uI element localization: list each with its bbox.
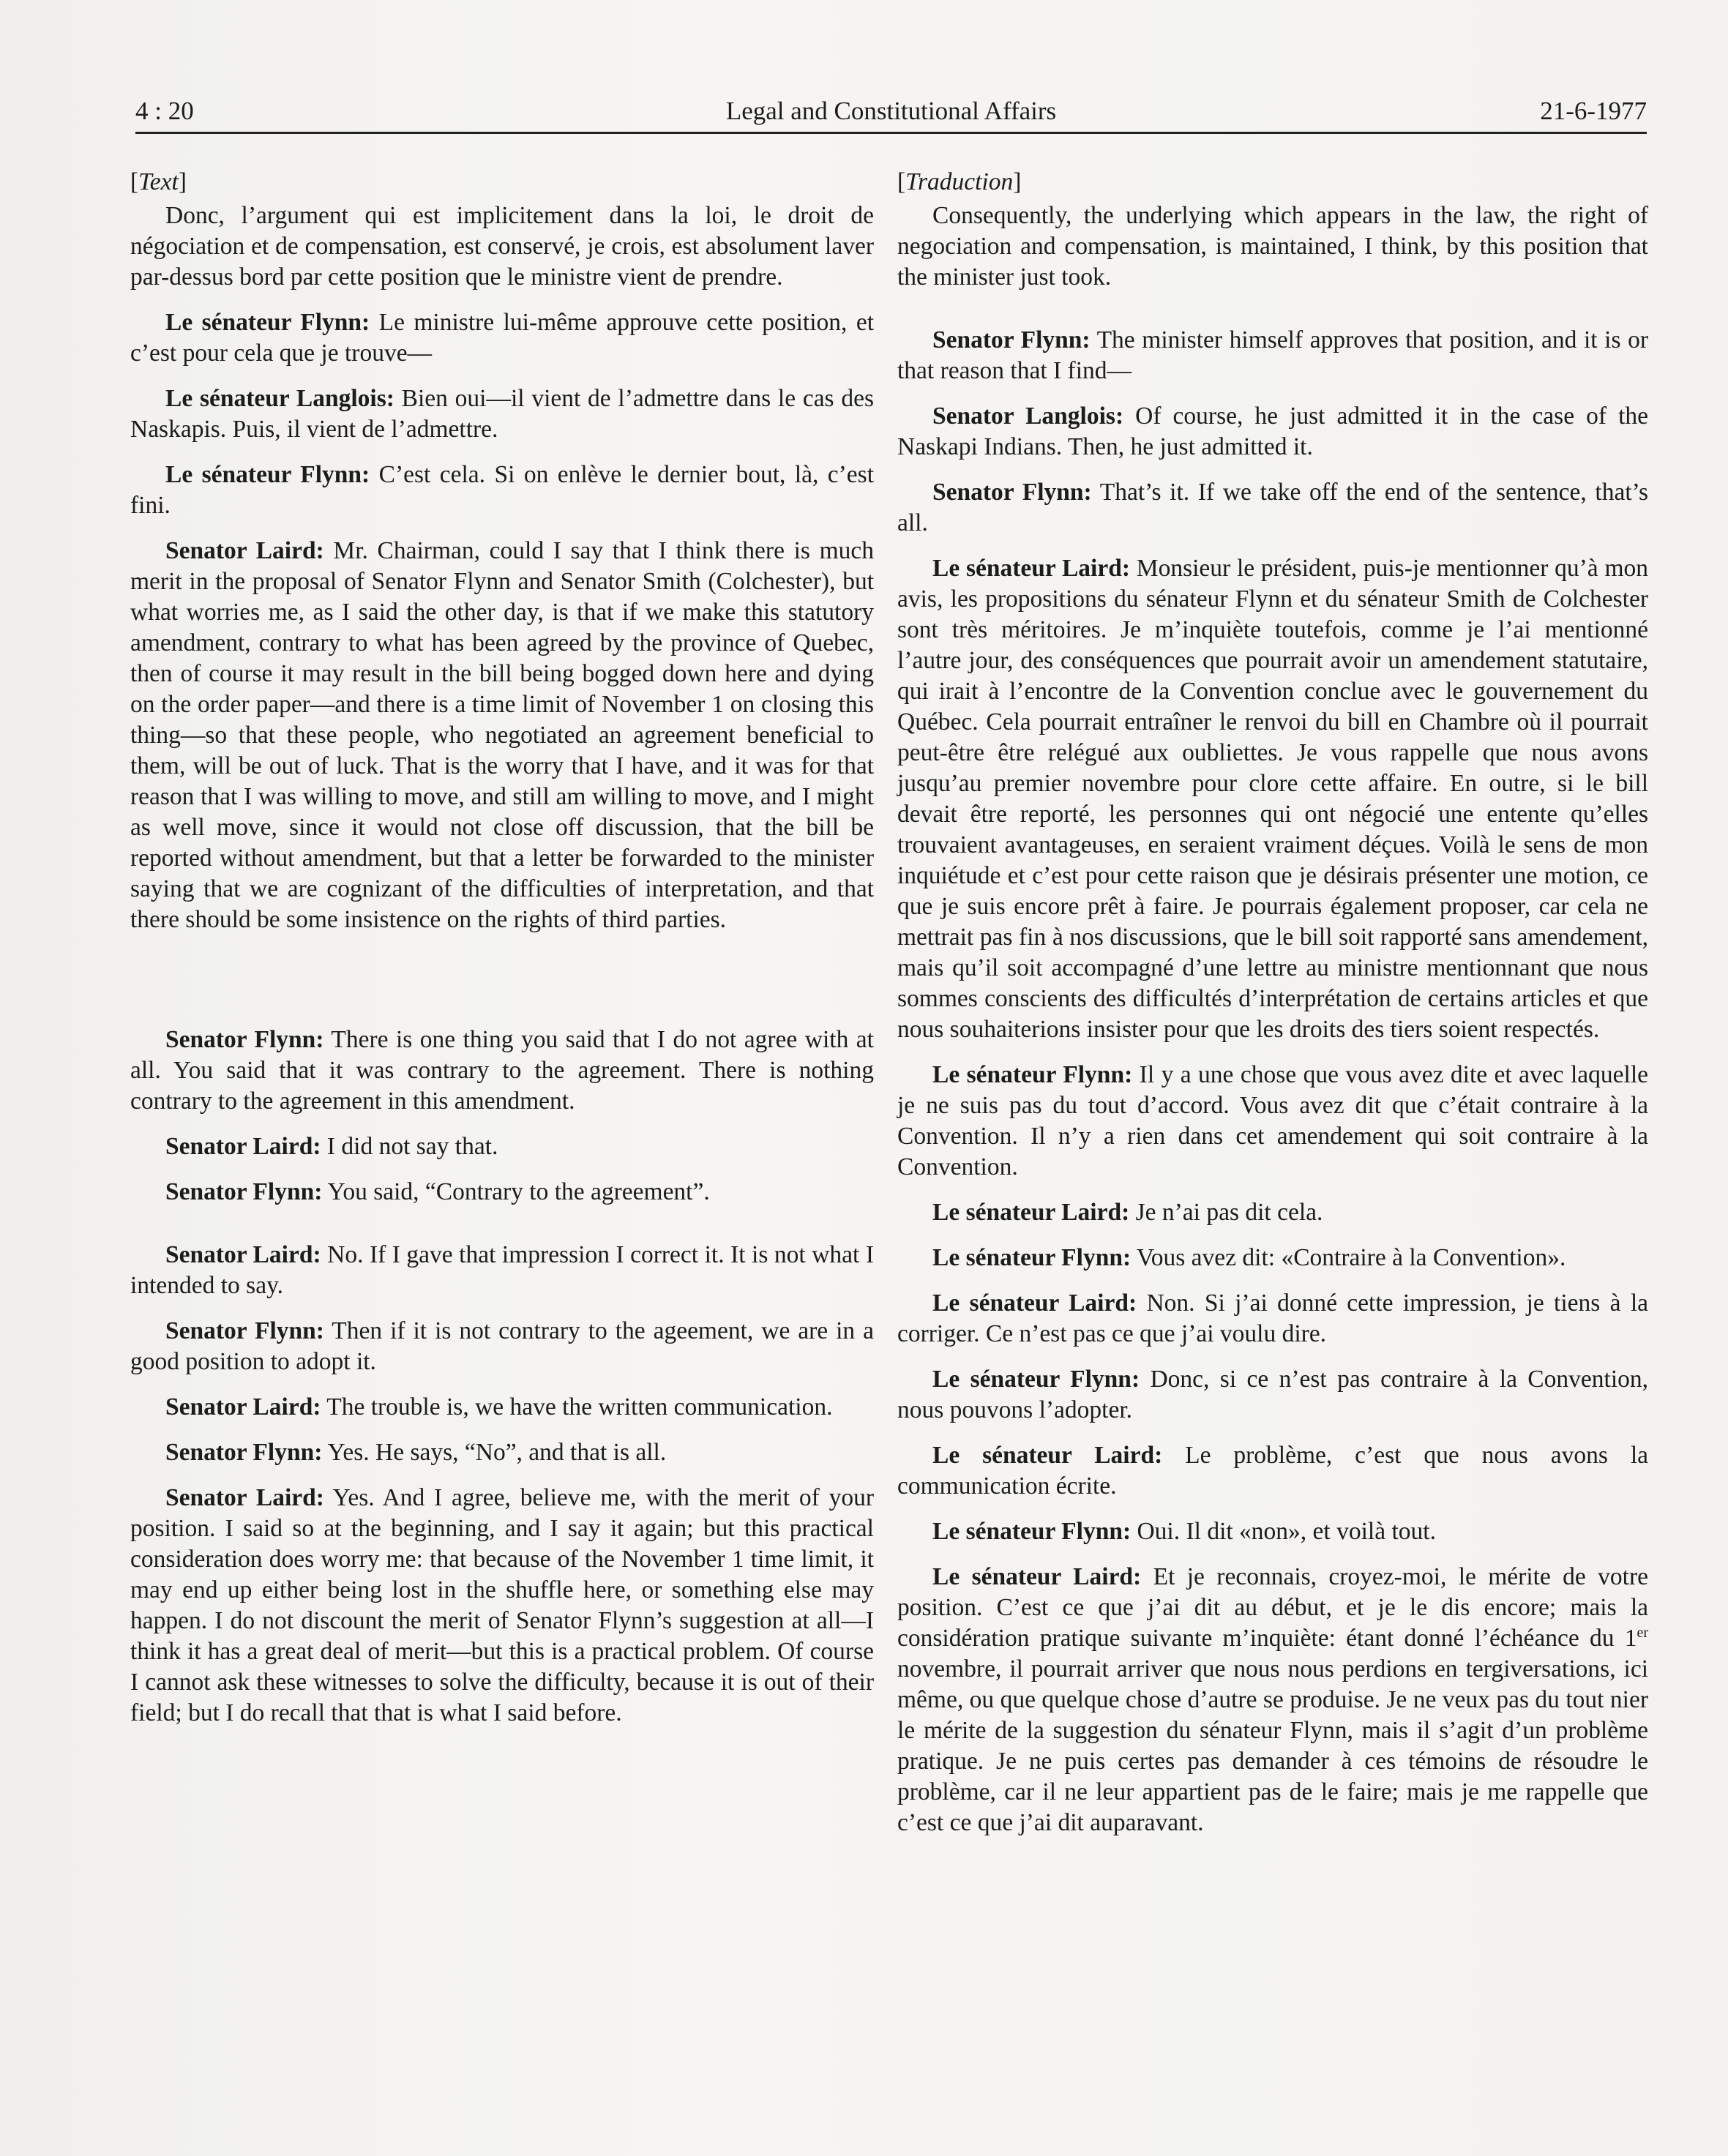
paragraph: Le sénateur Flynn: Oui. Il dit «non», et voilà tout. bbox=[932, 1518, 1436, 1545]
paragraph: Senator Laird: No. If I gave that impression I correct it. It is not what I intended to say. bbox=[130, 1241, 874, 1299]
running-title: Legal and Constitutional Affairs bbox=[725, 97, 1057, 125]
paragraph: Le sénateur Laird: Et je reconnais, croyez-moi, le mérite de votre position. C’est ce que j’ai dit au début, et je le dis encore; mais la considération pratique suivante m’inquiète: étant donné l’échéance du 1er novembre, il pourrait arriver que nous nous perdions en tergiversations, ici même, ou que quelque chose d’autre se produise. Je ne veux pas du tout nier le mérite de la suggestion du sénateur Flynn, mais il s’agit d’un problème pratique. Je ne puis certes pas demander à ces témoins de résoudre le problème, car il ne leur appartient pas de le faire; mais je me rappelle que c’est ce que j’ai dit auparavant. bbox=[897, 1563, 1649, 1836]
left-column bbox=[130, 167, 874, 1743]
paragraph: Senator Flynn: The minister himself approves that position, and it is or that reason that I find— bbox=[897, 326, 1649, 384]
speaker-name: Le sénateur Laird: bbox=[932, 555, 1131, 582]
speaker-name: Senator Flynn: bbox=[932, 326, 1091, 353]
paragraph: Le sénateur Flynn: C’est cela. Si on enlève le dernier bout, là, c’est fini. bbox=[130, 461, 875, 519]
page-number: 4 : 20 bbox=[135, 97, 194, 125]
speaker-name: Le sénateur Laird: bbox=[932, 1563, 1142, 1590]
header-date: 21-6-1977 bbox=[1540, 97, 1647, 125]
paragraph: Consequently, the underlying which appears in the law, the right of negociation and compensation, is maintained, I think, by this position that the minister just took. bbox=[897, 202, 1648, 291]
column-label: [Text] bbox=[130, 168, 187, 195]
paragraph: Le sénateur Laird: Le problème, c’est que nous avons la communication écrite. bbox=[897, 1442, 1648, 1500]
paragraph: Le sénateur Flynn: Donc, si ce n’est pas contraire à la Convention, nous pouvons l’adopter. bbox=[897, 1366, 1649, 1423]
paragraph: Le sénateur Laird: Monsieur le président, puis-je mentionner qu’à mon avis, les propositions du sénateur Flynn et du sénateur Smith de Colchester sont très méritoires. Je m’inquiète toutefois, comme je l’ai mentionné l’autre jour, des conséquences que pourrait avoir un amendement statutaire, qui irait à l’encontre de la Convention conclue avec le gouvernement du Québec. Cela pourrait entraîner le renvoi du bill en Chambre où il pourrait peut-être être relégué aux oubliettes. Je vous rappelle que nous avons jusqu’au premier novembre pour clore cette affaire. En outre, si le bill devait être reporté, les personnes qui ont négocié une entente qu’elles trouvaient avantageuses, en seraient vraiment déçues. Voilà le sens de mon inquiétude et c’est pour cette raison que je désirais présenter une motion, ce que je suis encore prêt à faire. Je pourrais également proposer, car cela ne mettrait pas fin à nos discussions, que le bill soit rapporté sans amendement, mais qu’il soit accompagné d’une lettre au ministre mentionnant que nous sommes conscients des difficultés d’interprétation de certains articles et que nous souhaiterions insister pour que les droits des tiers soient respectés. bbox=[897, 555, 1649, 1043]
speaker-name: Senator Laird: bbox=[165, 537, 324, 564]
paragraph: Senator Laird: The trouble is, we have the written communication. bbox=[165, 1393, 833, 1421]
speaker-name: Le sénateur Laird: bbox=[932, 1442, 1163, 1469]
paragraph: Le sénateur Flynn: Le ministre lui-même approuve cette position, et c’est pour cela que je trouve— bbox=[130, 309, 875, 367]
paragraph: Le sénateur Flynn: Vous avez dit: «Contraire à la Convention». bbox=[932, 1244, 1566, 1271]
paragraph: Le sénateur Laird: Je n’ai pas dit cela. bbox=[932, 1199, 1323, 1226]
speaker-name: Le sénateur Flynn: bbox=[165, 309, 370, 336]
superscript: er bbox=[1637, 1624, 1648, 1641]
paragraph: Senator Laird: I did not say that. bbox=[165, 1133, 498, 1160]
speaker-name: Senator Flynn: bbox=[165, 1026, 324, 1053]
speaker-name: Senator Laird: bbox=[165, 1393, 321, 1421]
paragraph: Donc, l’argument qui est implicitement dans la loi, le droit de négociation et de compensation, est conservé, je crois, est absolument laver par-dessus bord par cette position que le ministre vient de prendre. bbox=[130, 202, 874, 291]
speaker-name: Senator Flynn: bbox=[165, 1317, 324, 1344]
column-label: [Traduction] bbox=[897, 168, 1022, 195]
paragraph: Senator Flynn: You said, “Contrary to the agreement”. bbox=[165, 1178, 710, 1205]
paragraph: Senator Langlois: Of course, he just admitted it in the case of the Naskapi Indians. Then, he just admitted it. bbox=[897, 403, 1648, 460]
page-header bbox=[135, 88, 1647, 134]
paragraph: Senator Flynn: Then if it is not contrary to the ageement, we are in a good position to adopt it. bbox=[130, 1317, 874, 1375]
speaker-name: Le sénateur Flynn: bbox=[932, 1244, 1132, 1271]
speaker-name: Senator Laird: bbox=[165, 1484, 324, 1511]
speaker-name: Le sénateur Flynn: bbox=[932, 1061, 1133, 1088]
speaker-name: Le sénateur Laird: bbox=[932, 1290, 1137, 1317]
speaker-name: Le sénateur Langlois: bbox=[165, 385, 394, 412]
speaker-name: Senator Flynn: bbox=[932, 479, 1092, 506]
paragraph: Senator Laird: Mr. Chairman, could I say that I think there is much merit in the proposal of Senator Flynn and Senator Smith (Colchester), but what worries me, as I said the other day, is that if we make this statutory amendment, contrary to what has been agreed by the province of Quebec, then of course it may result in the bill being bogged down here and dying on the order paper—and there is a time limit of November 1 on closing this thing—so that these people, who negotiated an agreement beneficial to them, will be out of luck. That is the worry that I have, and it was for that reason that I was willing to move, and still am willing to move, and I might as well move, since it would not close off discussion, that the bill be reported without amendment, but that a letter be forwarded to the minister saying that we are cognizant of the difficulties of interpretation, and that there should be some insistence on the rights of third parties. bbox=[130, 537, 875, 933]
speaker-name: Senator Langlois: bbox=[932, 403, 1124, 430]
speaker-name: Senator Laird: bbox=[165, 1241, 321, 1268]
paragraph: Le sénateur Laird: Non. Si j’ai donné cette impression, je tiens à la corriger. Ce n’est pas ce que j’ai voulu dire. bbox=[897, 1290, 1649, 1347]
paragraph: Senator Flynn: Yes. He says, “No”, and that is all. bbox=[165, 1439, 667, 1466]
paragraph: Le sénateur Langlois: Bien oui—il vient de l’admettre dans le cas des Naskapis. Puis, il vient de l’admettre. bbox=[130, 385, 874, 443]
paragraph: Senator Flynn: That’s it. If we take off the end of the sentence, that’s all. bbox=[897, 479, 1648, 536]
speaker-name: Le sénateur Flynn: bbox=[932, 1518, 1132, 1545]
paragraph: Le sénateur Flynn: Il y a une chose que vous avez dite et avec laquelle je ne suis pas du tout d’accord. Vous avez dit que c’était contraire à la Convention. Il n’y a rien dans cet amendement qui soit contraire à la Convention. bbox=[897, 1061, 1648, 1180]
speaker-name: Le sénateur Laird: bbox=[932, 1199, 1130, 1226]
paragraph: Senator Flynn: There is one thing you said that I do not agree with at all. You said that it was contrary to the agreement. There is nothing contrary to the agreement in this amendment. bbox=[130, 1026, 874, 1115]
right-column bbox=[897, 167, 1648, 1853]
speaker-name: Senator Flynn: bbox=[165, 1178, 323, 1205]
speaker-name: Senator Flynn: bbox=[165, 1439, 323, 1466]
paragraph: Senator Laird: Yes. And I agree, believe me, with the merit of your position. I said so at the beginning, and I say it again; but this practical consideration does worry me: that because of the November 1 time limit, it may end up either being lost in the shuffle here, or something else may happen. I do not discount the merit of Senator Flynn’s suggestion at all—I think it has a great deal of merit—but this is a practical problem. Of course I cannot ask these witnesses to solve the difficulty, because it is out of their field; but I do recall that that is what I said before. bbox=[130, 1484, 875, 1726]
speaker-name: Le sénateur Flynn: bbox=[932, 1366, 1140, 1393]
speaker-name: Le sénateur Flynn: bbox=[165, 461, 370, 488]
speaker-name: Senator Laird: bbox=[165, 1133, 321, 1160]
